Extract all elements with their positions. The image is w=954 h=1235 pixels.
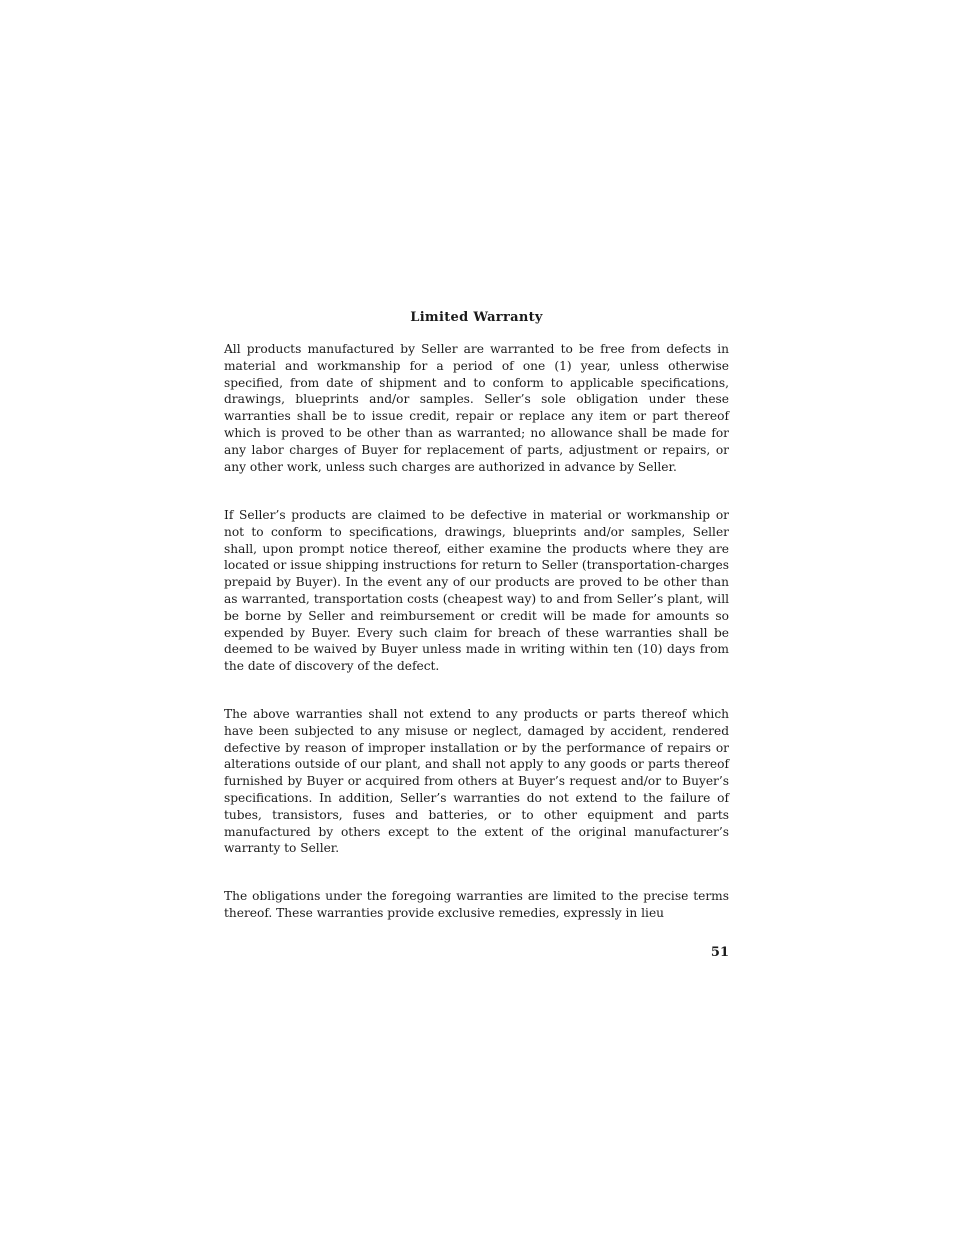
paragraph-warranty-terms: All products manufactured by Seller are warranted to be free from defects in material and workmanship for a period of one (1) year, unless otherwise specified, from date of shipment and to conform to applicable specifications, drawings, blueprints and/or samples. Seller’s sole obligation under these warranties shall be to issue credit, repair or replace any item or part thereof which is proved to be other than as warranted; no allowance shall be made for any labor charges of Buyer for replacement of parts, adjustment or repairs, or any other work, unless such charges are authorized in advance by Seller.: [224, 342, 729, 474]
page-title: Limited Warranty: [410, 310, 543, 325]
page-number: 51: [710, 945, 729, 960]
paragraph-exclusions: The above warranties shall not extend to any products or parts thereof which have been subjected to any misuse or neglect, damaged by accident, rendered defective by reason of improper installation or by the performance of repairs or alterations outside of our plant, and shall not apply to any goods or parts thereof furnished by Buyer or acquired from others at Buyer’s request and/or to Buyer’s specifications. In addition, Seller’s warranties do not extend to the failure of tubes, transistors, fuses and batteries, or to other equipment and parts manufactured by others except to the extent of the original manufacturer’s warranty to Seller.: [224, 707, 729, 856]
paragraph-defect-claims: If Seller’s products are claimed to be defective in material or workmanship or not to conform to specifications, drawings, blueprints and/or samples, Seller shall, upon prompt notice thereof, either examine the products where they are located or issue shipping instructions for return to Seller (transportation-charges prepaid by Buyer). In the event any of our products are proved to be other than as warranted, transportation costs (cheapest way) to and from Seller’s plant, will be borne by Seller and reimbursement or credit will be made for amounts so expended by Buyer. Every such claim for breach of these warranties shall be deemed to be waived by Buyer unless made in writing within ten (10) days from the date of discovery of the defect.: [224, 508, 729, 674]
paragraph-obligations: The obligations under the foregoing warranties are limited to the precise terms thereof. These warranties provide exclusive remedies, expressly in lieu: [224, 889, 729, 920]
